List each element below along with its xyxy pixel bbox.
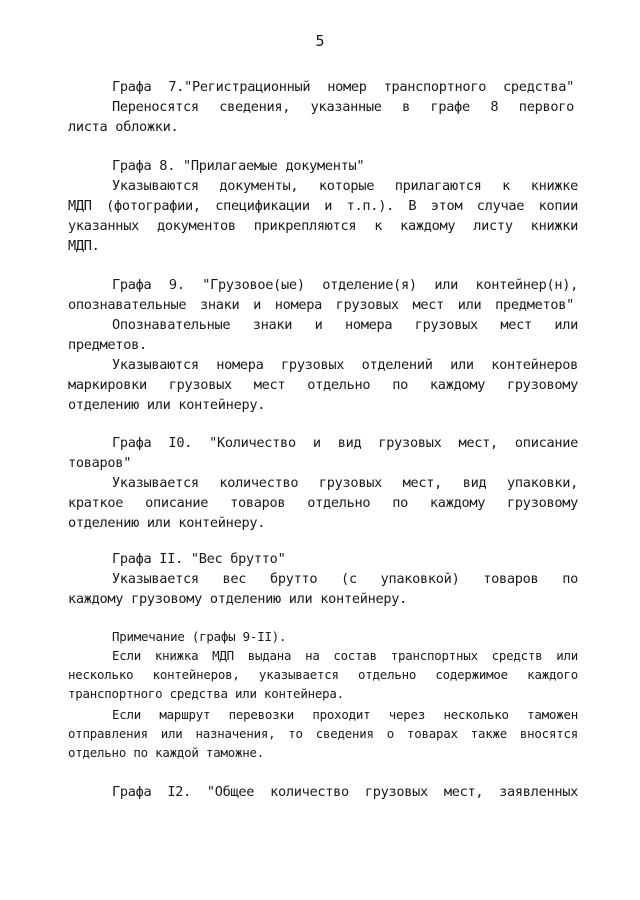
section-9-heading: Графа 9. "Грузовое(ые) отделение(я) или контейнер(н), [112,277,578,293]
section-7-line: листа обложки. [68,119,179,135]
section-11-heading: Графа II. "Вес брутто" [112,551,286,567]
section-10-line: Указывается количество грузовых мест, вид упаковки, [112,475,578,491]
section-8-heading: Графа 8. "Прилагаемые документы" [112,158,365,174]
note-line: Если книжка МДП выдана на состав транспортных средств или [112,648,578,663]
note-line: Если маршрут перевозки проходит через несколько таможен [112,707,578,722]
section-10-line: краткое описание товаров отдельно по каждому грузовому [68,495,578,511]
section-12-heading: Графа I2. "Общее количество грузовых мест, заявленных [112,784,578,800]
note-heading: Примечание (графы 9-II). [112,629,287,644]
section-10-heading: Графа I0. "Количество и вид грузовых мест, описание [112,435,578,451]
section-8-line: МДП (фотографии, спецификации и т.п.). В этом случае копии [68,198,578,214]
section-7-line: Переносятся сведения, указанные в графе 8 первого [112,99,574,115]
section-8-line: указанных документов прикрепляются к каждому листу книжки [68,218,578,234]
page-number: 5 [315,32,325,50]
section-9-line: отделению или контейнеру. [68,397,266,413]
section-9-line: Опознавательные знаки и номера грузовых мест или [112,317,578,333]
section-8-line: МДП. [68,238,100,254]
section-9-line: Указываются номера грузовых отделений или контейнеров [112,357,578,373]
section-11-line: Указывается вес брутто (с упаковкой) товаров по [112,571,578,587]
section-10-line: отделению или контейнеру. [68,515,266,531]
section-11-line: каждому грузовому отделению или контейнеру. [68,591,408,607]
note-line: несколько контейнеров, указывается отдельно содержимое каждого [68,667,578,682]
note-line: отдельно по каждой таможне. [68,745,265,760]
section-9-line: опознавательные знаки и номера грузовых мест или предметов" [68,297,574,313]
note-line: отправления или назначения, то сведения о товарах также вносятся [68,726,578,741]
section-10-line: товаров" [68,455,132,471]
section-9-line: предметов. [68,337,147,353]
section-8-line: Указываются документы, которые прилагаются к книжке [112,178,578,194]
section-7-heading: Графа 7."Регистрационный номер транспортного средства" [112,79,574,95]
note-line: транспортного средства или контейнера. [68,686,344,701]
section-9-line: маркировки грузовых мест отдельно по каждому грузовому [68,377,578,393]
